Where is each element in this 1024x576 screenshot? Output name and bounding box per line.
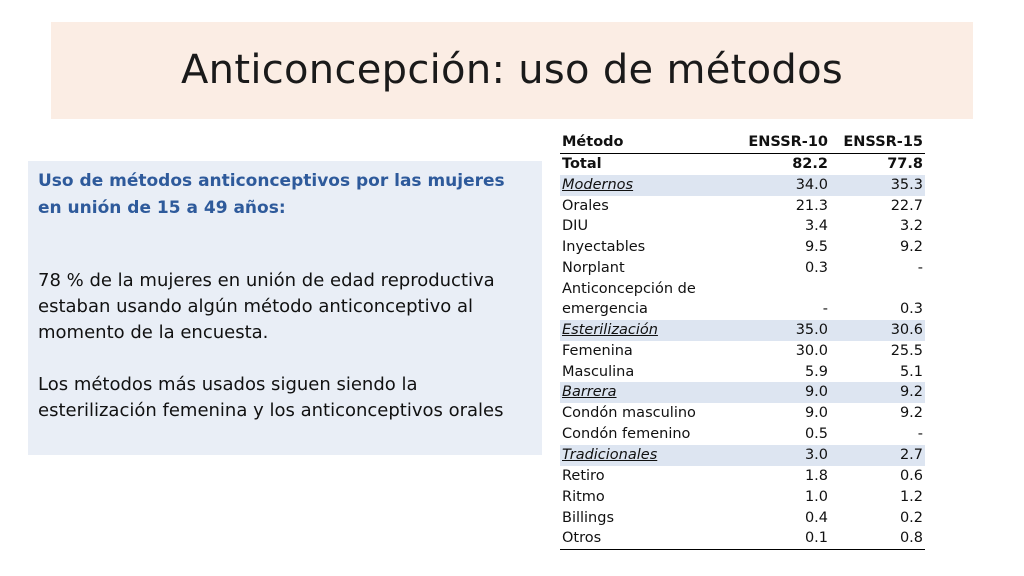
table-row	[560, 237, 925, 258]
table-row	[560, 153, 925, 174]
row-enssr-15-cell: 9.2	[899, 239, 923, 256]
row-enssr-15-cell: 0.2	[899, 509, 923, 526]
row-enssr-10-cell: 30.0	[795, 342, 828, 359]
row-enssr-10-cell: 0.5	[804, 426, 828, 443]
row-enssr-10-cell: 0.4	[804, 509, 828, 526]
row-method-cell: Total	[562, 155, 602, 172]
row-enssr-15-cell: 9.2	[899, 405, 923, 422]
row-enssr-10-cell: 1.8	[804, 467, 828, 484]
table-row	[560, 320, 925, 341]
panel-heading: Uso de métodos anticonceptivos por las mujeres en unión de 15 a 49 años:	[38, 171, 505, 218]
panel-paragraph-methods: Los métodos más usados siguen siendo la esterilización femenina y los anticonceptivos orales	[38, 374, 504, 421]
row-enssr-10-cell: 3.4	[804, 218, 828, 235]
row-enssr-10-cell: 0.3	[804, 260, 828, 277]
header-enssr-15: ENSSR-15	[830, 132, 925, 153]
table-row	[560, 362, 925, 383]
table-row	[560, 424, 925, 445]
table-body	[560, 153, 925, 549]
row-enssr-15-cell: 1.2	[899, 488, 923, 505]
row-enssr-10-cell: -	[822, 301, 828, 318]
table-row	[560, 175, 925, 196]
row-method-cell: Modernos	[560, 175, 735, 196]
row-enssr-10-cell: 5.9	[804, 363, 828, 380]
panel-paragraph-usage: 78 % de la mujeres en unión de edad reproductiva estaban usando algún método anticonceptivo al momento de la encuesta.	[38, 270, 495, 343]
row-enssr-15-cell: 0.6	[899, 467, 923, 484]
header-enssr-10: ENSSR-10	[735, 132, 830, 153]
row-enssr-10-cell: 9.0	[804, 405, 828, 422]
row-enssr-15-cell: -	[917, 260, 923, 277]
row-enssr-10-cell: 82.2	[792, 155, 828, 172]
row-method-cell: Norplant	[562, 260, 625, 277]
row-enssr-15-cell: 5.1	[899, 363, 923, 380]
row-method-cell: Femenina	[562, 342, 633, 359]
row-method-cell: Tradicionales	[560, 445, 735, 466]
row-method-cell: Condón masculino	[562, 405, 696, 422]
row-enssr-15-cell: 25.5	[890, 342, 923, 359]
row-enssr-15-cell: 3.2	[899, 218, 923, 235]
row-method-cell: Condón femenino	[562, 426, 691, 443]
table-row	[560, 403, 925, 424]
row-method-cell: Barrera	[560, 382, 735, 403]
row-method-cell: DIU	[562, 218, 589, 235]
table-row	[560, 466, 925, 487]
row-method-cell: Ritmo	[562, 488, 605, 505]
row-method-cell: Anticoncepción de emergencia	[562, 280, 696, 318]
row-enssr-10-cell: 9.0	[735, 382, 830, 403]
row-enssr-15-cell: 0.3	[899, 301, 923, 318]
row-enssr-10-cell: 34.0	[735, 175, 830, 196]
row-enssr-10-cell: 1.0	[804, 488, 828, 505]
table-row	[560, 508, 925, 529]
row-enssr-10-cell: 9.5	[804, 239, 828, 256]
row-method-cell: Otros	[560, 528, 735, 549]
table-row	[560, 279, 925, 320]
row-method-cell: Masculina	[562, 363, 635, 380]
table-row	[560, 216, 925, 237]
row-enssr-10-cell: 0.1	[735, 528, 830, 549]
row-enssr-10-cell: 35.0	[735, 320, 830, 341]
row-enssr-10-cell: 21.3	[795, 197, 828, 214]
table-header-row	[560, 132, 925, 153]
row-enssr-15-cell: 77.8	[887, 155, 923, 172]
table-row	[560, 528, 925, 549]
row-method-cell: Esterilización	[560, 320, 735, 341]
table-row	[560, 487, 925, 508]
row-method-cell: Orales	[562, 197, 609, 214]
table-row	[560, 196, 925, 217]
row-method-cell: Billings	[562, 509, 615, 526]
row-enssr-15-cell: -	[917, 426, 923, 443]
row-enssr-15-cell: 30.6	[830, 320, 925, 341]
table-row	[560, 341, 925, 362]
row-enssr-15-cell: 35.3	[830, 175, 925, 196]
methods-table	[560, 132, 925, 550]
table-row	[560, 382, 925, 403]
row-enssr-15-cell: 22.7	[890, 197, 923, 214]
row-method-cell: Inyectables	[562, 239, 646, 256]
row-enssr-15-cell: 0.8	[830, 528, 925, 549]
table-row	[560, 445, 925, 466]
slide-title: Anticoncepción: uso de métodos	[181, 47, 843, 93]
row-enssr-15-cell: 2.7	[830, 445, 925, 466]
row-enssr-15-cell: 9.2	[830, 382, 925, 403]
header-method: Método	[560, 132, 735, 153]
row-method-cell: Retiro	[562, 467, 605, 484]
table-row	[560, 258, 925, 279]
row-enssr-10-cell: 3.0	[735, 445, 830, 466]
